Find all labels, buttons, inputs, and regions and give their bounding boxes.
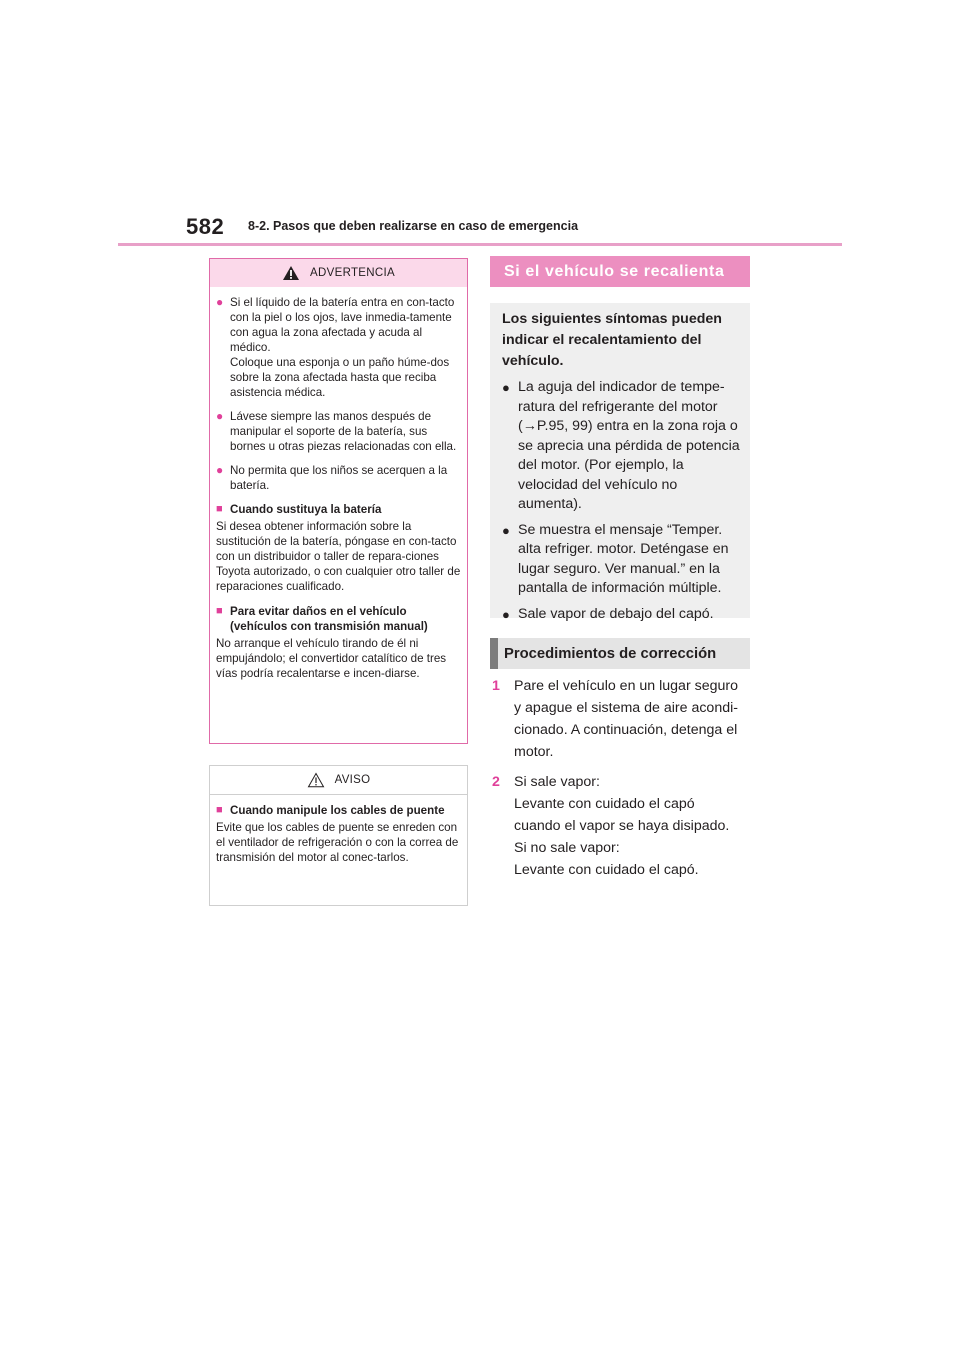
procedure-step [490,675,752,763]
step-number: 2 [492,774,500,790]
warning-item [216,463,461,493]
procedure-steps [490,675,752,889]
symptoms-box [490,303,750,622]
warning-item [216,295,461,400]
square-bullet-icon: ■ [216,804,223,816]
bullet-dot-icon: ● [216,409,224,423]
caution-outline-icon [307,772,325,788]
warning-box [209,258,468,744]
bullet-dot-icon: ● [502,606,510,622]
step-line: cionado. A continuación, detenga el [514,722,738,738]
warning-subheading: ■ Para evitar daños en el vehículo (vehículos con transmisión manual) [216,605,428,633]
symptom-item: ● La aguja del indicador de tempe-ratura del refrigerante del motor (→P.95, 99) entra en la zona roja o se aprecia una pérdida de potencia del motor. (Por ejemplo, la velocidad del vehículo no aumenta). [502,378,740,515]
warning-paragraph: No arranque el vehículo tirando de él ni empujándolo; el convertidor catalítico de tres vías podría recalentarse e incen-diarse. [216,637,447,680]
step-line: Levante con cuidado el capó. [514,862,699,878]
bullet-dot-icon: ● [216,295,224,309]
step-line: Si no sale vapor: [514,840,620,856]
section-title: 8-2. Pasos que deben realizarse en caso de emergencia [248,219,579,233]
notice-box [209,765,468,906]
step-line: motor. [514,744,554,760]
step-number: 1 [492,678,500,694]
page-number: 582 [186,214,225,239]
bullet-dot-icon: ● [216,463,224,477]
warning-header [210,259,467,287]
bullet-dot-icon: ● [502,522,510,538]
header-rule [118,243,842,246]
notice-paragraph: Evite que los cables de puente se enreden con el ventilador de refrigeración o con la correa de transmisión del motor al conec-tarlos. [216,821,459,864]
warning-paragraph: Si desea obtener información sobre la sustitución de la batería, póngase en con-tacto con un distribuidor o taller de repara-ciones Toyota autorizado, o con cualquier otro taller de reparaciones cualificado. [216,520,461,593]
warning-item [216,409,461,454]
symptom-item: ● Se muestra el mensaje “Temper. alta refriger. motor. Deténgase en lugar seguro. Ver manual.” en la pantalla de información múltiple. [502,521,740,599]
procedure-step [490,771,752,881]
warning-item-text: Lávese siempre las manos después de manipular el soporte de la batería, sus bornes u otras piezas relacionadas con ella. [230,410,457,453]
warning-icon [282,265,300,281]
square-bullet-icon: ■ [216,605,223,617]
step-line: Si sale vapor: [514,774,600,790]
warning-subheading: ■ Cuando sustituya la batería [216,503,382,516]
notice-title: AVISO [334,774,371,786]
step-line: y apague el sistema de aire acondi- [514,700,738,716]
notice-subheading: ■ Cuando manipule los cables de puente [216,804,445,817]
symptoms-intro: Los siguientes síntomas pueden indicar el recalentamiento del vehículo. [502,311,722,369]
symptom-item: ● Sale vapor de debajo del capó. [502,605,740,625]
warning-item-text: No permita que los niños se acerquen a la batería. [230,464,448,492]
procedures-header: Procedimientos de corrección [490,638,750,669]
step-line: Levante con cuidado el capó [514,796,695,812]
square-bullet-icon: ■ [216,503,223,515]
warning-item-text: Si el líquido de la batería entra en con-tacto con la piel o los ojos, lave inmedia-tamente con agua la zona afectada y acuda al médico. Coloque una esponja o un paño húme-dos sobre la zona afectada hasta que reciba asistencia médica. [230,296,455,399]
overheat-banner: Si el vehículo se recalienta [490,256,750,287]
step-line: cuando el vapor se haya disipado. [514,818,730,834]
notice-header [210,766,467,795]
step-line: Pare el vehículo en un lugar seguro [514,678,738,694]
warning-title: ADVERTENCIA [310,267,395,279]
bullet-dot-icon: ● [502,380,510,395]
